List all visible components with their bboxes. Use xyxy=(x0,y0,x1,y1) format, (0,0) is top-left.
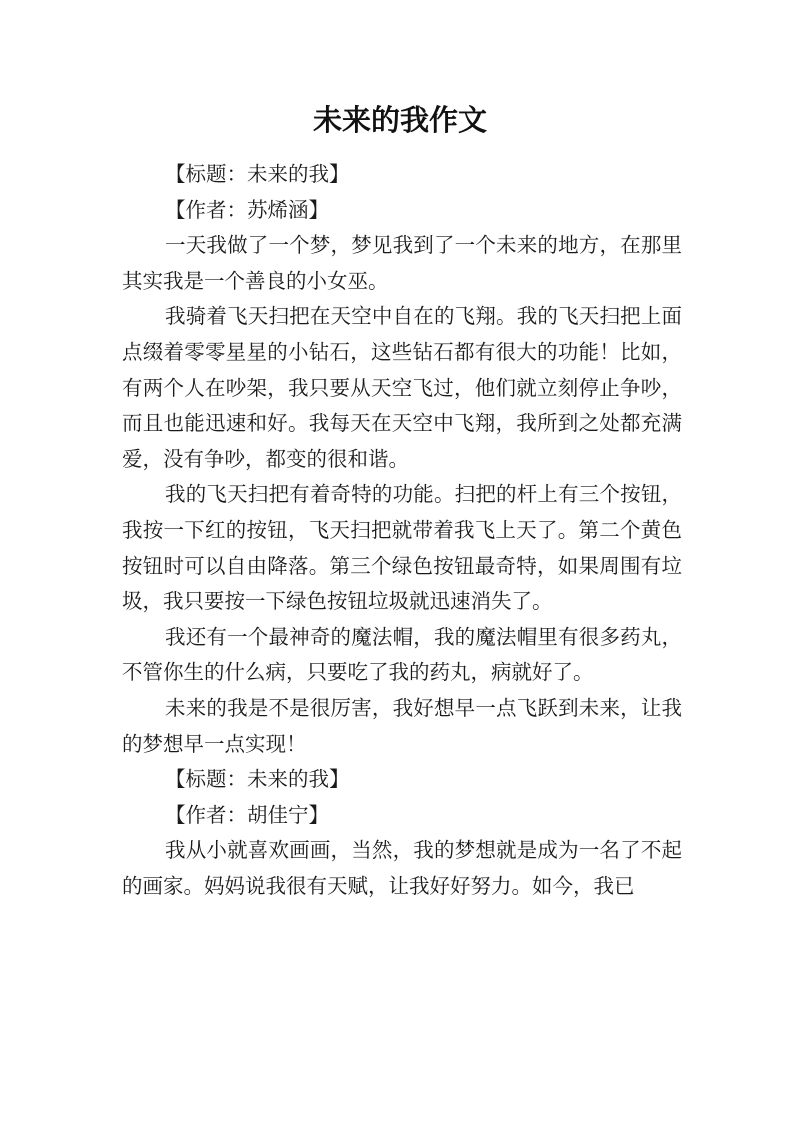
paragraph: 一天我做了一个梦，梦见我到了一个未来的地方，在那里其实我是一个善良的小女巫。 xyxy=(122,233,682,293)
paragraph-author-label-2: 【作者：胡佳宁】 xyxy=(165,802,330,827)
paragraph: 未来的我是不是很厉害，我好想早一点飞跃到未来，让我的梦想早一点实现！ xyxy=(122,695,682,756)
document-body xyxy=(122,157,682,904)
paragraph-author-label-1: 【作者：苏烯涵】 xyxy=(165,197,330,222)
paragraph: 我骑着飞天扫把在天空中自在的飞翔。我的飞天扫把上面点缀着零零星星的小钻石，这些钻石都有很大的功能！比如，有两个人在吵架，我只要从天空飞过，他们就立刻停止争吵，而且也能迅速和好。我每天在天空中飞翔，我所到之处都充满爱，没有争吵，都变的很和谐。 xyxy=(122,304,682,471)
paragraph: 我从小就喜欢画画，当然，我的梦想就是成为一名了不起的画家。妈妈说我很有天赋，让我好好努力。如今，我已 xyxy=(122,838,682,898)
document-title: 未来的我作文 xyxy=(312,103,487,137)
paragraph-title-label-2: 【标题：未来的我】 xyxy=(165,767,350,792)
paragraph: 我还有一个最神奇的魔法帽，我的魔法帽里有很多药丸，不管你生的什么病，只要吃了我的药丸，病就好了。 xyxy=(122,624,682,685)
paragraph: 我的飞天扫把有着奇特的功能。扫把的杆上有三个按钮，我按一下红的按钮，飞天扫把就带着我飞上天了。第二个黄色按钮时可以自由降落。第三个绿色按钮最奇特，如果周围有垃圾，我只要按一下绿色按钮垃圾就迅速消失了。 xyxy=(122,482,682,614)
paragraph-title-label-1: 【标题：未来的我】 xyxy=(165,162,350,186)
